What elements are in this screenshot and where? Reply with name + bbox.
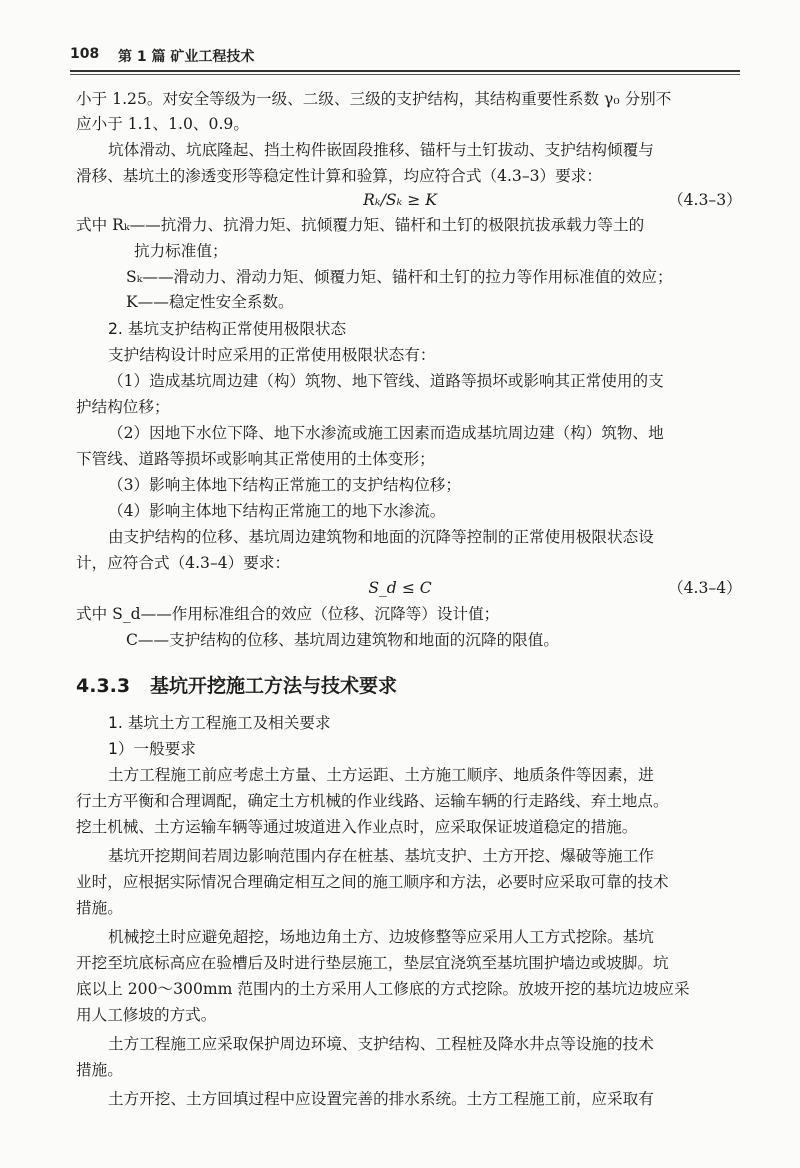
subsection-heading: 1. 基坑土方工程施工及相关要求 (108, 714, 331, 732)
list-item: 护结构位移； (76, 398, 170, 416)
section-title: 基坑开挖施工方法与技术要求 (149, 675, 397, 697)
definition-line: Sₖ——滑动力、滑动力矩、倾覆力矩、锚杆和土钉的拉力等作用标准值的效应； (126, 268, 673, 286)
definition-line: 抗力标准值； (134, 242, 228, 260)
header-rule (70, 70, 740, 72)
paragraph-line: 土方工程施工应采取保护周边环境、支护结构、工程桩及降水井点等设施的技术 (108, 1035, 654, 1053)
paragraph-line: 土方工程施工前应考虑土方量、土方运距、土方施工顺序、地质条件等因素，进 (108, 766, 654, 784)
page-number: 108 (70, 46, 100, 62)
header-rule-thin (70, 74, 740, 75)
definition-line: 式中 S_d——作用标准组合的效应（位移、沉降等）设计值； (76, 605, 500, 623)
chapter-title: 第 1 篇 矿业工程技术 (118, 49, 255, 65)
paragraph-line: 坑体滑动、坑底隆起、挡土构件嵌固段推移、锚杆与土钉拔动、支护结构倾覆与 (108, 141, 654, 159)
equation-number: （4.3–4） (668, 579, 742, 597)
paragraph-line: 用人工修坡的方式。 (76, 1006, 217, 1024)
paragraph-line: 措施。 (76, 1061, 123, 1079)
page-header (70, 44, 740, 68)
subsection-heading: 2. 基坑支护结构正常使用极限状态 (108, 320, 347, 338)
paragraph-line: 小于 1.25。对安全等级为一级、二级、三级的支护结构，其结构重要性系数 γ₀ 分别不 (76, 90, 672, 108)
paragraph-line: 挖土机械、土方运输车辆等通过坡道进入作业点时，应采取保证坡道稳定的措施。 (76, 818, 638, 836)
list-item: （2）因地下水位下降、地下水渗流或施工因素而造成基坑周边建（构）筑物、地 (108, 424, 664, 442)
paragraph-line: 应小于 1.1、1.0、0.9。 (76, 115, 249, 133)
paragraph-line: 底以上 200～300mm 范围内的土方采用人工修底的方式挖除。放坡开挖的基坑边坡应采 (76, 980, 690, 998)
paragraph-line: 计，应符合式（4.3–4）要求： (76, 554, 291, 572)
equation-formula: S_d ≤ C (368, 579, 432, 597)
equation-number: （4.3–3） (668, 191, 742, 209)
paragraph-line: 由支护结构的位移、基坑周边建筑物和地面的沉降等控制的正常使用极限状态设 (108, 528, 654, 546)
list-item: （4）影响主体地下结构正常施工的地下水渗流。 (108, 502, 446, 520)
paragraph-line: 滑移、基坑土的渗透变形等稳定性计算和验算，均应符合式（4.3–3）要求： (76, 167, 602, 185)
definition-line: K——稳定性安全系数。 (126, 293, 294, 311)
list-item: （1）造成基坑周边建（构）筑物、地下管线、道路等损坏或影响其正常使用的支 (108, 372, 664, 390)
paragraph-line: 机械挖土时应避免超挖，场地边角土方、边坡修整等应采用人工方式挖除。基坑 (108, 928, 654, 946)
list-item: （3）影响主体地下结构正常施工的支护结构位移； (108, 476, 461, 494)
paragraph-line: 措施。 (76, 899, 123, 917)
paragraph-line: 业时，应根据实际情况合理确定相互之间的施工顺序和方法，必要时应采取可靠的技术 (76, 873, 669, 891)
equation-formula: Rₖ/Sₖ ≥ K (363, 191, 437, 209)
paragraph-line: 开挖至坑底标高应在验槽后及时进行垫层施工，垫层宜浇筑至基坑围护墙边或坡脚。坑 (76, 954, 669, 972)
paragraph-line: 支护结构设计时应采用的正常使用极限状态有： (108, 346, 436, 364)
subsection-heading: 1）一般要求 (108, 740, 196, 758)
section-number: 4.3.3 (76, 675, 131, 697)
definition-line: C——支护结构的位移、基坑周边建筑物和地面的沉降的限值。 (126, 631, 559, 649)
section-heading (76, 673, 397, 699)
paragraph-line: 土方开挖、土方回填过程中应设置完善的排水系统。土方工程施工前，应采取有 (108, 1090, 654, 1108)
definition-line: 式中 Rₖ——抗滑力、抗滑力矩、抗倾覆力矩、锚杆和土钉的极限抗拔承载力等土的 (76, 216, 645, 234)
paragraph-line: 基坑开挖期间若周边影响范围内存在桩基、基坑支护、土方开挖、爆破等施工作 (108, 847, 654, 865)
list-item: 下管线、道路等损坏或影响其正常使用的土体变形； (76, 450, 435, 468)
paragraph-line: 行土方平衡和合理调配，确定土方机械的作业线路、运输车辆的行走路线、弃土地点。 (76, 792, 669, 810)
